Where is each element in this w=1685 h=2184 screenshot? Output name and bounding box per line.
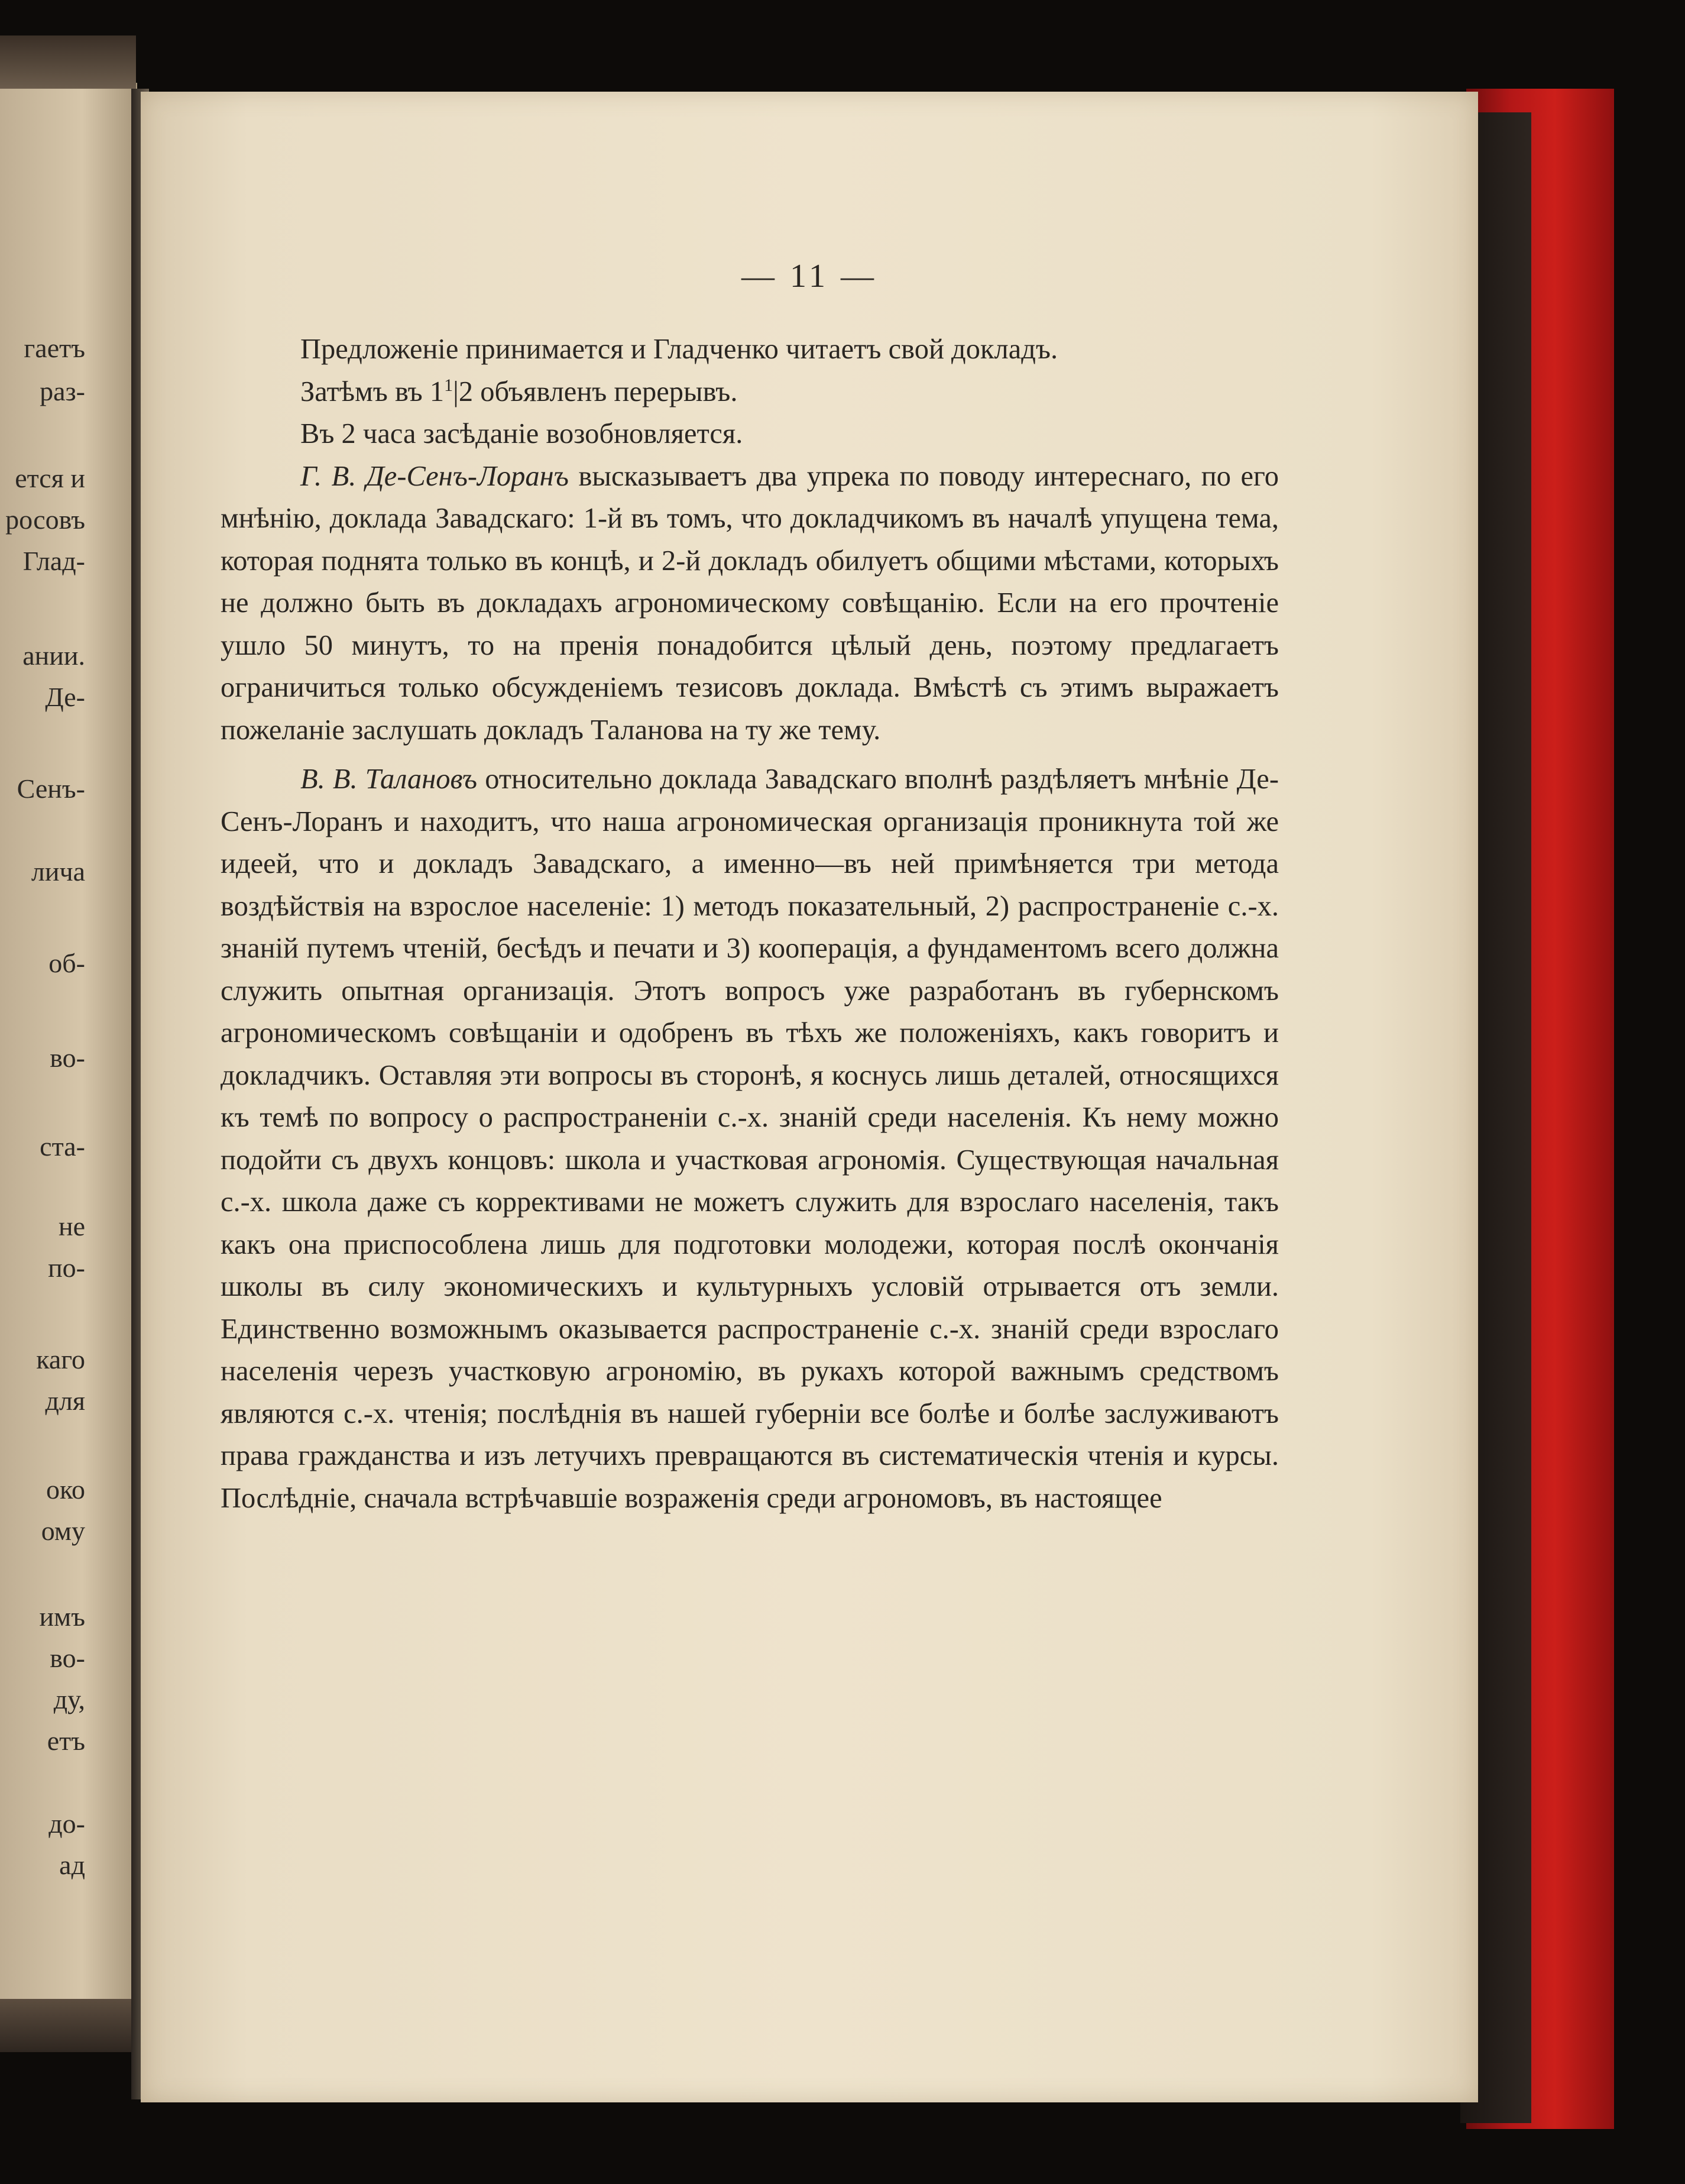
left-page-fragment: во- [50,1643,85,1673]
page-body-text [221,328,1279,1519]
left-page-fragment: росовъ [5,504,85,535]
left-page-fragment: Де- [45,682,85,712]
paragraph-text: 1 [444,375,453,395]
left-page-fragment: во- [50,1043,85,1073]
left-page-fragment: об- [48,948,85,978]
paragraph-text: Предложеніе принимается и Гладченко читаетъ свой докладъ. [300,334,1058,365]
left-page-fragment: ется и [15,463,85,493]
left-page-fragment: не [58,1211,85,1241]
left-page-fragment: око [46,1474,85,1504]
paragraph-text: высказываетъ два упрека по поводу интереснаго, по его мнѣнію, доклада Завадскаго: 1-й въ томъ, что докладчикомъ въ началѣ упущена тема, которая поднята только въ концѣ, и 2-й докладъ обилуетъ общими мѣстами, которыхъ не должно быть въ докладахъ агрономическому совѣщанію. Если на его прочтеніе ушло 50 минутъ, то на пренія понадобится цѣлый день, поэтому предлагаетъ ограничиться только обсужденіемъ тезисовъ доклада. Вмѣстѣ съ этимъ выражаетъ пожеланіе заслушать докладъ Таланова на ту же тему. [221,460,1279,746]
paragraph [221,371,1279,413]
left-page-fragment: ду, [53,1684,85,1714]
left-page-fragment: ста- [40,1131,85,1161]
speaker-name: Г. В. Де-Сенъ-Лоранъ [300,460,569,492]
left-page-fragment: Сенъ- [17,774,85,804]
left-page-fragment: до- [48,1808,85,1839]
right-page [141,92,1478,2102]
paragraph-text: Затѣмъ въ 1 [300,376,445,407]
paragraph [221,758,1279,1519]
binding-cloth-top [0,35,136,89]
left-page-fragment: по- [48,1253,85,1283]
left-page-fragment: ому [41,1516,85,1546]
paragraph-text: |2 объявленъ перерывъ. [453,376,738,407]
left-page-fragment: имъ [39,1601,85,1632]
binding-cloth-bottom [0,1999,136,2052]
page-number: — 11 — [741,258,877,295]
left-page-fragment: каго [36,1344,85,1374]
paragraph [221,328,1279,371]
paragraph [221,413,1279,455]
left-page-fragment: ад [59,1850,85,1880]
left-page-fragment: гаетъ [24,333,85,363]
left-page [0,83,137,2017]
paragraph-text: относительно доклада Завадскаго вполнѣ раздѣляетъ мнѣніе Де-Сенъ-Лоранъ и находитъ, что наша агрономическая организація проникнута той же идеей, что и докладъ Завадскаго, а именно—въ ней примѣняется три метода воздѣйствія на взрослое населеніе: 1) методъ показательный, 2) распространеніе с.-х. знаній путемъ чтеній, бесѣдъ и печати и 3) кооперація, а фундаментомъ всего должна служить опытная организація. Этотъ вопросъ уже разработанъ въ губернскомъ агрономическомъ совѣщаніи и одобренъ въ тѣхъ же положеніяхъ, какъ говоритъ и докладчикъ. Оставляя эти вопросы въ сторонѣ, я коснусь лишь деталей, относящихся къ темѣ по вопросу о распространеніи с.-х. знаній среди населенія. Къ нему можно подойти съ двухъ концовъ: школа и участковая агрономія. Существующая начальная с.-х. школа даже съ коррективами не можетъ служить для взрослаго населенія, такъ какъ она приспособлена лишь для подготовки молодежи, которая послѣ окончанія школы въ силу экономическихъ и культурныхъ условій отрывается отъ земли. Единственно возможнымъ оказывается распространеніе с.-х. знаній среди взрослаго населенія черезъ участковую агрономію, въ рукахъ которой важнымъ средствомъ являются с.-х. чтенія; послѣднія въ нашей губерніи все болѣе и болѣе заслуживаютъ права гражданства и изъ летучихъ превращаются въ систематическія чтенія и курсы. Послѣдніе, сначала встрѣчавшіе возраженія среди агрономовъ, въ настоящее [221,763,1279,1514]
speaker-name: В. В. Талановъ [300,763,478,795]
left-page-fragment: етъ [47,1726,85,1756]
paragraph-text: Въ 2 часа засѣданіе возобновляется. [300,418,743,449]
left-page-fragment: лича [31,856,85,886]
left-page-fragment: для [45,1386,85,1416]
left-page-fragment: Глад- [22,546,85,576]
paragraph [221,455,1279,752]
left-page-fragment: ании. [22,640,85,671]
left-page-fragment: раз- [40,376,85,406]
